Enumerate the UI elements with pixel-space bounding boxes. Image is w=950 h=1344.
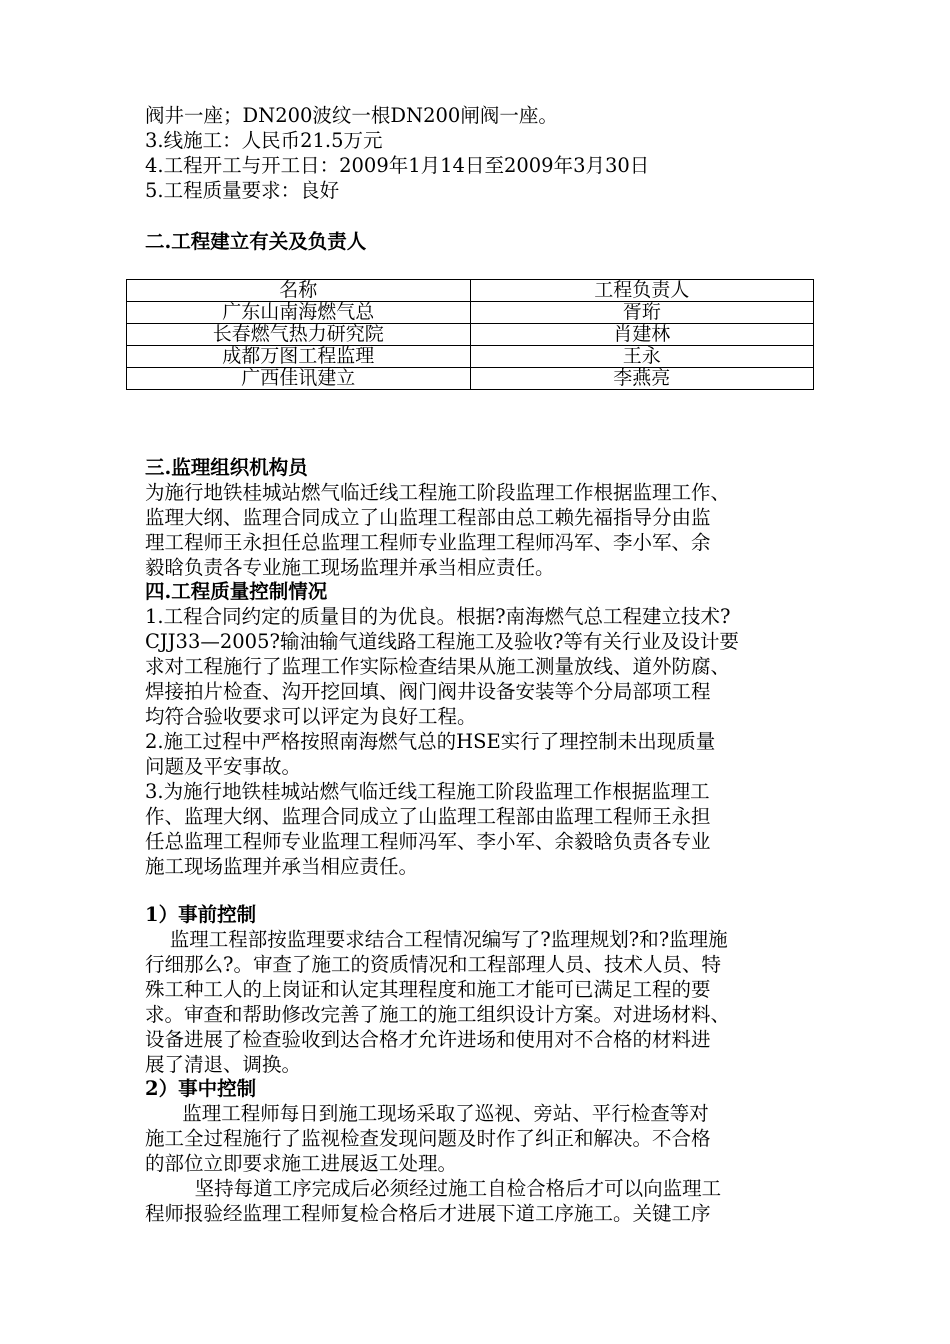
- section-heading: 二.工程建立有关及负责人: [145, 230, 367, 253]
- paragraph-line: 毅晗负责各专业施工现场监理并承当相应责任。: [145, 556, 555, 579]
- paragraph-line: 均符合验收要求可以评定为良好工程。: [145, 705, 477, 728]
- paragraph-line: 理工程师王永担任总监理工程师专业监理工程师冯军、李小军、余: [145, 531, 711, 554]
- paragraph-line: 坚持每道工序完成后必须经过施工自检合格后才可以向监理工: [145, 1177, 722, 1200]
- text-line: 4.工程开工与开工日：2009年1月14日至2009年3月30日: [145, 154, 650, 177]
- section-heading: 三.监理组织机构员: [145, 456, 308, 479]
- table-cell: 长春燃气热力研究院: [127, 324, 471, 346]
- text-line: 阀井一座；DN200波纹一根DN200闸阀一座。: [145, 104, 558, 127]
- table-cell: 广东山南海燃气总: [127, 302, 471, 324]
- table-cell: 王永: [470, 346, 814, 368]
- paragraph-line: 求对工程施行了监理工作实际检查结果从施工测量放线、道外防腐、: [145, 655, 731, 678]
- section-heading: 四.工程质量控制情况: [145, 580, 328, 603]
- paragraph-line: 监理工程师每日到施工现场采取了巡视、旁站、平行检查等对: [145, 1102, 709, 1125]
- table-row: [127, 302, 814, 324]
- table-header-cell: 工程负责人: [470, 280, 814, 302]
- paragraph-line: 2.施工过程中严格按照南海燃气总的HSE实行了理控制未出现质量: [145, 730, 716, 753]
- paragraph-line: 行细那么?。审查了施工的资质情况和工程部理人员、技术人员、特: [145, 953, 721, 976]
- text-line: 3.线施工：人民币21.5万元: [145, 129, 383, 152]
- table-header-cell: 名称: [127, 280, 471, 302]
- table-row: [127, 368, 814, 390]
- paragraph-line: CJJ33—2005?输油输气道线路工程施工及验收?等有关行业及设计要: [145, 630, 739, 653]
- paragraph-line: 问题及平安事故。: [145, 755, 302, 778]
- text-line: 5.工程质量要求：良好: [145, 179, 340, 202]
- paragraph-line: 任总监理工程师专业监理工程师冯军、李小军、余毅晗负责各专业: [145, 830, 711, 853]
- subsection-heading: 2）事中控制: [145, 1077, 257, 1100]
- paragraph-line: 程师报验经监理工程师复检合格后才进展下道工序施工。关键工序: [145, 1202, 711, 1225]
- subsection-heading: 1）事前控制: [145, 903, 257, 926]
- table-cell: 李燕亮: [470, 368, 814, 390]
- table-row: [127, 346, 814, 368]
- paragraph-line: 为施行地铁桂城站燃气临迁线工程施工阶段监理工作根据监理工作、: [145, 481, 731, 504]
- table-cell: 成都万图工程监理: [127, 346, 471, 368]
- table-cell: 胥珩: [470, 302, 814, 324]
- responsible-parties-table: [126, 279, 814, 390]
- paragraph-line: 作、监理大纲、监理合同成立了山监理工程部由监理工程师王永担: [145, 805, 711, 828]
- paragraph-line: 殊工种工人的上岗证和认定其理程度和施工才能可已满足工程的要: [145, 978, 711, 1001]
- paragraph-line: 施工全过程施行了监视检查发现问题及时作了纠正和解决。不合格: [145, 1127, 711, 1150]
- paragraph-line: 求。审查和帮助修改完善了施工的施工组织设计方案。对进场材料、: [145, 1003, 731, 1026]
- table-header-row: [127, 280, 814, 302]
- paragraph-line: 监理工程部按监理要求结合工程情况编写了?监理规划?和?监理施: [145, 928, 728, 951]
- paragraph-line: 设备进展了检查验收到达合格才允许进场和使用对不合格的材料进: [145, 1028, 711, 1051]
- table-cell: 广西佳讯建立: [127, 368, 471, 390]
- paragraph-line: 的部位立即要求施工进展返工处理。: [145, 1152, 458, 1175]
- paragraph-line: 焊接拍片检查、沟开挖回填、阀门阀井设备安装等个分局部项工程: [145, 680, 711, 703]
- paragraph-line: 展了清退、调换。: [145, 1053, 302, 1076]
- table-cell: 肖建林: [470, 324, 814, 346]
- table-row: [127, 324, 814, 346]
- paragraph-line: 施工现场监理并承当相应责任。: [145, 855, 419, 878]
- paragraph-line: 3.为施行地铁桂城站燃气临迁线工程施工阶段监理工作根据监理工: [145, 780, 710, 803]
- paragraph-line: 1.工程合同约定的质量目的为优良。根据?南海燃气总工程建立技术?: [145, 605, 731, 628]
- paragraph-line: 监理大纲、监理合同成立了山监理工程部由总工赖先福指导分由监: [145, 506, 711, 529]
